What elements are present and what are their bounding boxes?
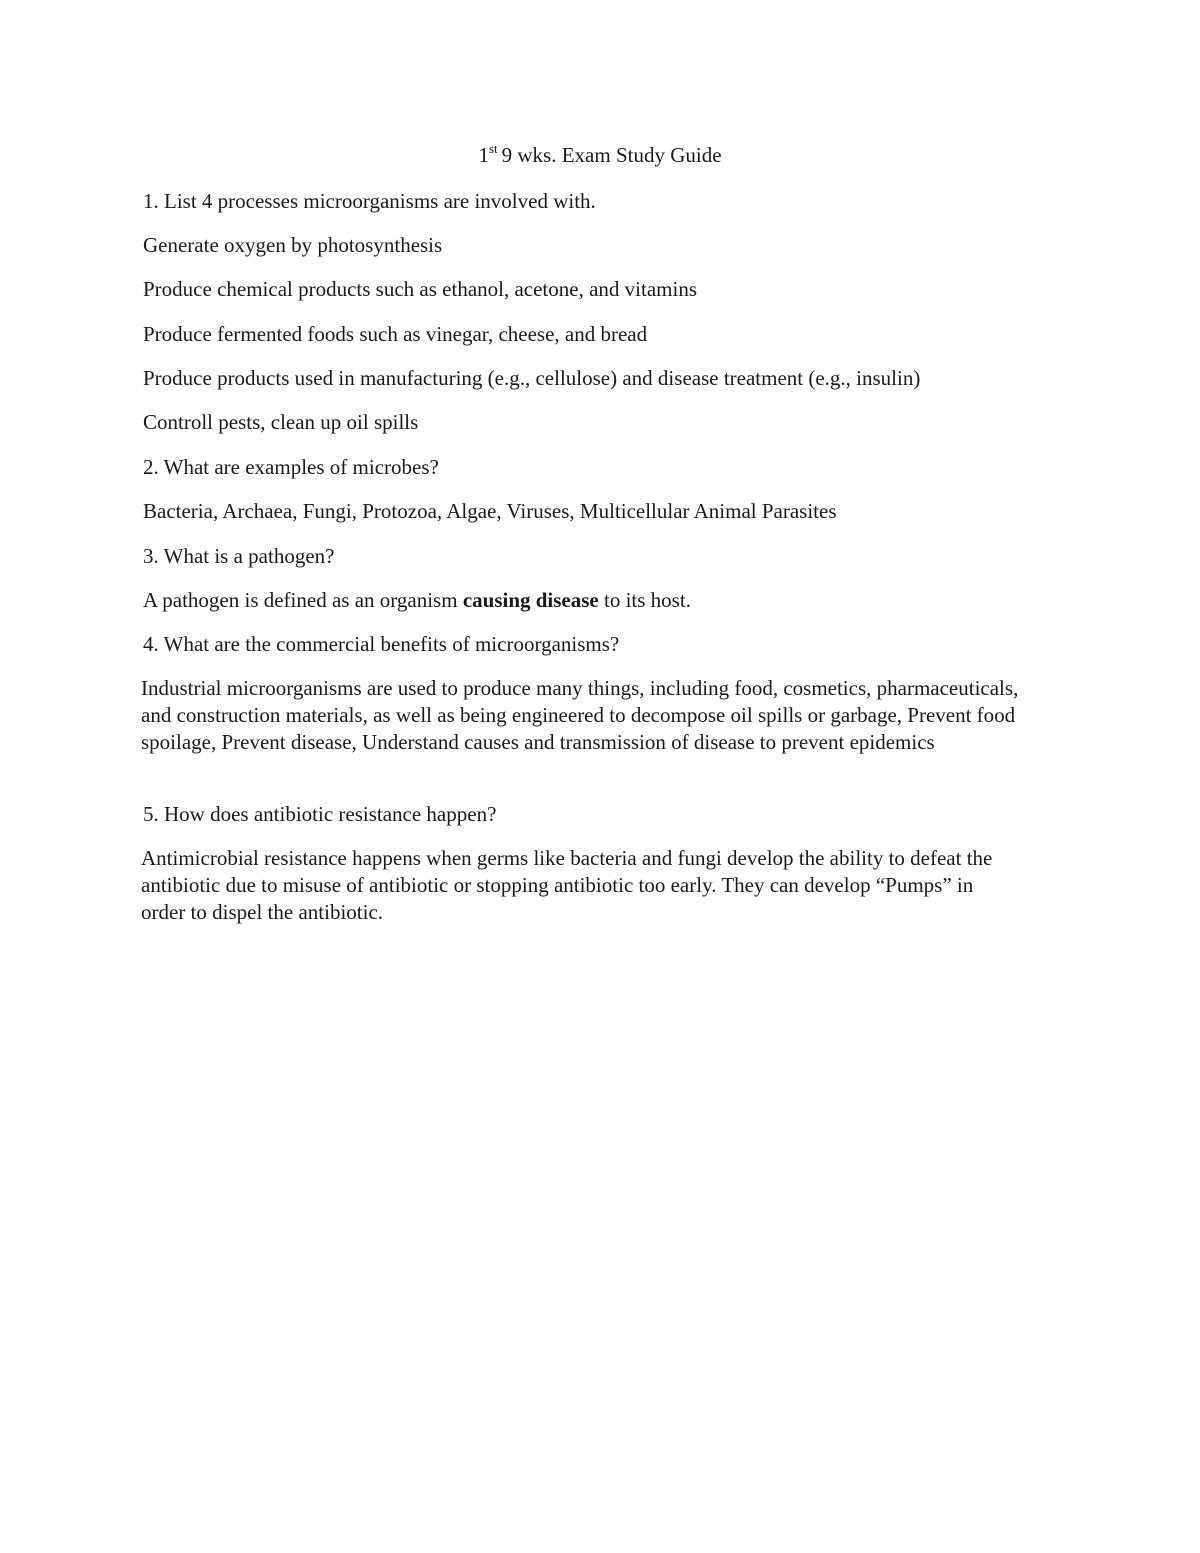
answer-5: Antimicrobial resistance happens when germs like bacteria and fungi develop the ability to defeat the antibiotic due to misuse of antibiotic or stopping antibiotic too early. They can develop “Pumps” in order to dispel the antibiotic. (141, 846, 993, 924)
answer-2: Bacteria, Archaea, Fungi, Protozoa, Algae, Viruses, Multicellular Animal Parasites (143, 499, 837, 523)
question-2: 2. What are examples of microbes? (143, 455, 439, 479)
title-superscript: st (488, 141, 498, 156)
question-1: 1. List 4 processes microorganisms are involved with. (143, 189, 596, 213)
question-5: 5. How does antibiotic resistance happen? (143, 802, 497, 826)
question-3: 3. What is a pathogen? (143, 544, 335, 568)
question-4: 4. What are the commercial benefits of microorganisms? (143, 632, 620, 656)
answer-1-item-4: Produce products used in manufacturing (e.g., cellulose) and disease treatment (e.g., insulin) (143, 366, 921, 390)
answer-1-item-3: Produce fermented foods such as vinegar, cheese, and bread (143, 322, 648, 346)
answer-3-before: A pathogen is defined as an organism (143, 588, 463, 612)
answer-1-item-1: Generate oxygen by photosynthesis (143, 233, 443, 257)
answer-3 (143, 585, 1043, 615)
answer-4: Industrial microorganisms are used to produce many things, including food, cosmetics, pharmaceuticals, and construction materials, as well as being engineered to decompose oil spills or garbage, Prevent food spoilage, Prevent disease, Understand causes and transmission of disease to prevent epidemics (141, 676, 1019, 754)
title-rest: 9 wks. Exam Study Guide (501, 143, 722, 167)
answer-1-item-5: Controll pests, clean up oil spills (143, 410, 419, 434)
title-prefix: 1 (478, 143, 489, 167)
document-title (0, 140, 1200, 170)
answer-3-bold: causing disease (462, 588, 599, 612)
answer-3-after: to its host. (598, 588, 691, 612)
answer-1-item-2: Produce chemical products such as ethanol, acetone, and vitamins (143, 277, 697, 301)
